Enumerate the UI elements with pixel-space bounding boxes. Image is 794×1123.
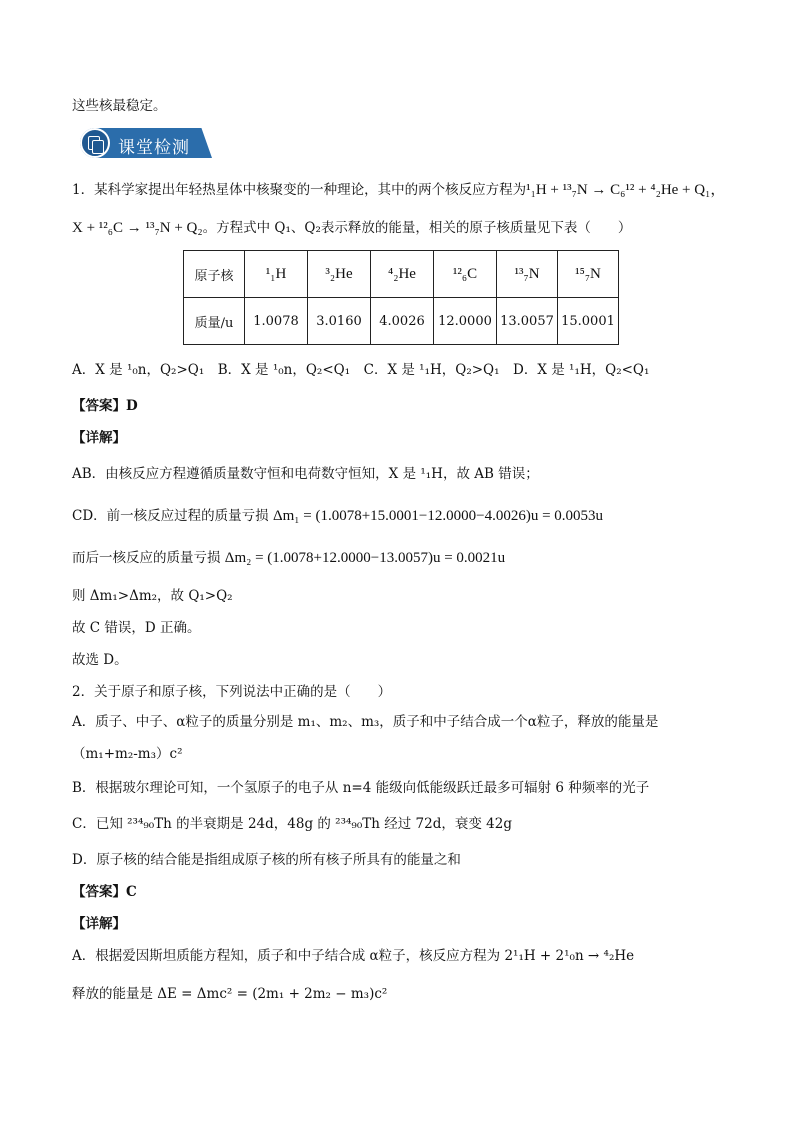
- q1-detail-ab: AB．由核反应方程遵循质量数守恒和电荷数守恒知，X 是 ¹₁H，故 AB 错误；: [72, 466, 539, 482]
- q1-answer: 【答案】D: [72, 398, 138, 414]
- q1-detail-later: [72, 548, 505, 568]
- table-header-cell: ¹²₆C: [434, 251, 497, 298]
- q2-option-b: B．根据玻尔理论可知，一个氢原子的电子从 n=4 能级向低能级跃迁最多可辐射 6 种频率的光子: [72, 780, 650, 796]
- q1-stem-text-2: 。方程式中 Q₁、Q₂表示释放的能量，相关的原子核质量见下表（ ）: [202, 220, 632, 236]
- intro-tail: 这些核最稳定。: [72, 98, 167, 114]
- q2-option-a-line2: （m₁+m₂-m₃）c²: [72, 746, 183, 762]
- q1-detail-label: 【详解】: [72, 430, 126, 446]
- q1-equation-2: X + ¹²₆C → ¹³₇N + Q₂: [72, 220, 203, 236]
- q2-stem: 2．关于原子和原子核，下列说法中正确的是（ ）: [72, 684, 392, 700]
- q2-detail-energy: 释放的能量是 ΔE = Δmc² = (2m₁ + 2m₂ − m₃)c²: [72, 986, 388, 1002]
- table-header-cell: ⁴₂He: [371, 251, 434, 298]
- table-header-cell: ¹⁵₇N: [558, 251, 619, 298]
- q1-stem-text: 1．某科学家提出年轻热星体中核聚变的一种理论，其中的两个核反应方程为: [72, 182, 527, 198]
- q1-detail-later-text: 而后一核反应的质量亏损: [72, 550, 221, 566]
- table-header-cell: ¹³₇N: [497, 251, 558, 298]
- q1-detail-later-equation: Δm₂ = (1.0078+12.0000−13.0057)u = 0.0021u: [224, 550, 506, 566]
- q1-detail-cd-text: CD．前一核反应过程的质量亏损: [72, 508, 269, 524]
- q1-options: A．X 是 ¹₀n，Q₂>Q₁ B．X 是 ¹₀n，Q₂<Q₁ C．X 是 ¹₁H，Q₂>Q₁ D．X 是 ¹₁H，Q₂<Q₁: [72, 362, 650, 378]
- table-row-label: 质量/u: [184, 298, 245, 345]
- q2-option-c: C．已知 ²³⁴₉₀Th 的半衰期是 24d，48g 的 ²³⁴₉₀Th 经过 72d，衰变 42g: [72, 816, 512, 832]
- q1-detail-cd-equation: Δm₁ = (1.0078+15.0001−12.0000−4.0026)u = 0.0053u: [272, 508, 604, 524]
- table-header-cell: ³₂He: [308, 251, 371, 298]
- table-row: [184, 298, 619, 345]
- table-cell: 13.0057: [497, 298, 558, 345]
- q1-detail-c: 故 C 错误，D 正确。: [72, 620, 201, 636]
- table-header-cell: 原子核: [184, 251, 245, 298]
- q1-detail-choose: 故选 D。: [72, 652, 128, 668]
- q1-detail-then: 则 Δm₁>Δm₂，故 Q₁>Q₂: [72, 588, 233, 604]
- nucleus-mass-table: [183, 250, 619, 345]
- table-cell: 15.0001: [558, 298, 619, 345]
- q1-equation-1: ¹₁H + ¹³₇N → C₆¹² + ⁴₂He + Q₁，: [526, 182, 726, 198]
- q2-detail-label: 【详解】: [72, 916, 126, 932]
- table-cell: 3.0160: [308, 298, 371, 345]
- table-header-cell: ¹₁H: [245, 251, 308, 298]
- document-icon: [80, 128, 110, 158]
- q2-detail-a: A．根据爱因斯坦质能方程知，质子和中子结合成 α粒子，核反应方程为 2¹₁H + 2¹₀n → ⁴₂He: [72, 948, 635, 964]
- q1-stem-line1: [72, 180, 725, 200]
- table-cell: 12.0000: [434, 298, 497, 345]
- section-banner-title: 课堂检测: [118, 138, 190, 158]
- q2-answer: 【答案】C: [72, 884, 137, 900]
- table-cell: 4.0026: [371, 298, 434, 345]
- table-header-row: [184, 251, 619, 298]
- q2-option-d: D．原子核的结合能是指组成原子核的所有核子所具有的能量之和: [72, 852, 461, 868]
- q1-detail-cd: [72, 506, 603, 526]
- q1-stem-line2: [72, 218, 631, 238]
- q2-option-a-line1: A．质子、中子、α粒子的质量分别是 m₁、m₂、m₃，质子和中子结合成一个α粒子，释放的能量是: [72, 714, 659, 730]
- table-cell: 1.0078: [245, 298, 308, 345]
